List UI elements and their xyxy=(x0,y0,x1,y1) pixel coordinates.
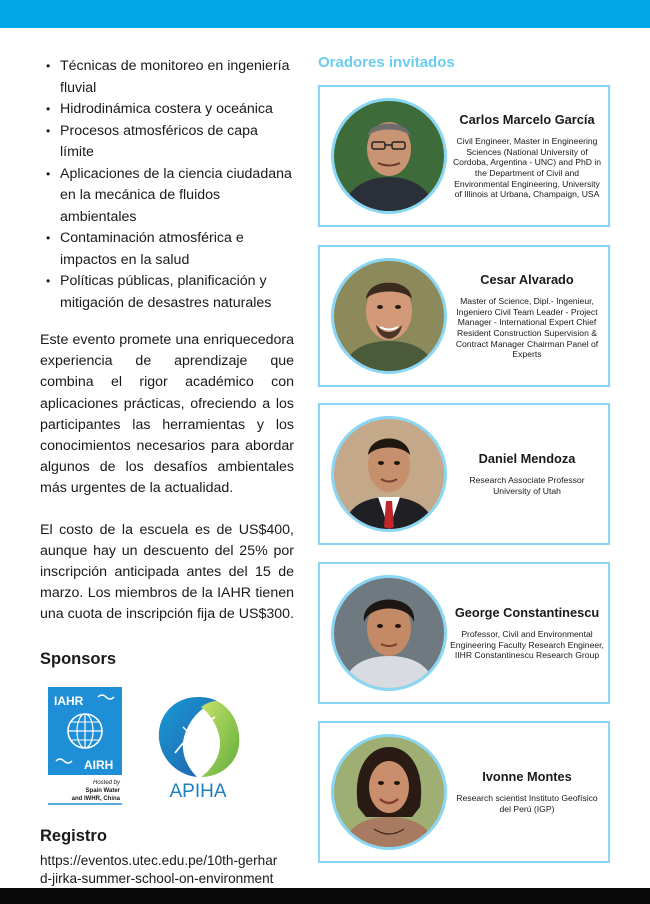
speaker-name: Daniel Mendoza xyxy=(478,451,576,467)
speaker-photo xyxy=(331,416,447,532)
speaker-photo xyxy=(331,734,447,850)
speaker-info xyxy=(450,87,604,225)
speaker-photo xyxy=(331,258,447,374)
top-banner xyxy=(0,0,650,28)
event-paragraph: Este evento promete una enriquecedora experiencia de aprendizaje que combina el rigor académico con aplicaciones prácticas, ofreciendo a los participantes las herramientas y los conocimientos necesarios para abordar algunos de los desafíos ambientales más urgentes de la actualidad. xyxy=(40,332,294,497)
svg-text:APIHA: APIHA xyxy=(169,780,227,801)
speaker-info xyxy=(450,564,604,702)
speaker-card xyxy=(318,403,610,545)
speaker-info xyxy=(450,723,604,861)
speaker-photo xyxy=(331,98,447,214)
svg-text:and IWHR, China: and IWHR, China xyxy=(71,795,120,802)
svg-text:Spain Water: Spain Water xyxy=(85,787,120,794)
topic-item: • Políticas públicas, planificación y mitigación de desastres naturales xyxy=(40,271,294,314)
iahr-logo xyxy=(48,687,122,805)
topic-item: • Aplicaciones de la ciencia ciudadana en la mecánica de fluidos ambientales xyxy=(40,164,294,229)
bottom-bar xyxy=(0,888,650,904)
topic-item: • Técnicas de monitoreo en ingeniería fluvial xyxy=(40,56,294,99)
speaker-name: George Constantinescu xyxy=(454,605,600,621)
topics-list xyxy=(40,56,294,314)
speaker-card xyxy=(318,85,610,227)
speaker-info xyxy=(450,247,604,385)
registration-link[interactable]: https://eventos.utec.edu.pe/10th-gerhard-jirka-summer-school-on-environment xyxy=(40,852,278,886)
svg-text:IAHR: IAHR xyxy=(54,693,84,708)
svg-text:AIRH: AIRH xyxy=(84,757,114,772)
speaker-name: Ivonne Montes xyxy=(482,769,572,785)
speaker-description: Research Associate Professor University of Utah xyxy=(469,475,585,496)
speaker-photo xyxy=(331,575,447,691)
speaker-card xyxy=(318,562,610,704)
topic-item: • Hidrodinámica costera y oceánica xyxy=(40,99,294,121)
cost-paragraph: El costo de la escuela es de US$400, aunque hay un descuento del 25% por inscripción anticipada antes del 15 de marzo. Los miembros de la IAHR tienen una cuota de inscripción fija de US$300. xyxy=(40,521,294,623)
sponsors-logos xyxy=(40,687,294,815)
svg-text:Hosted by: Hosted by xyxy=(92,779,120,786)
sponsors-heading: Sponsors xyxy=(40,649,117,668)
speaker-description: Research scientist Instituto Geofísico del Perú (IGP) xyxy=(456,793,598,814)
registro-heading: Registro xyxy=(40,826,107,845)
speaker-description: Master of Science, Dipl.- Ingenieur, Ingeniero Civil Team Leader - Project Manager - International Expert Chief Resident Construction Supervision & Contract Manager Chairman Panel of Experts xyxy=(455,296,599,360)
speaker-description: Professor, Civil and Environmental Engineering Faculty Research Engineer, IIHR Constantinescu Research Group xyxy=(450,629,604,661)
speaker-description: Civil Engineer, Master in Engineering Sciences (National University of Cordoba, Argentina - UNC) and PhD in the Department of Civil and Environmental Engineering, University of Illinois at Urbana, Champaign, USA xyxy=(452,136,602,200)
speaker-name: Carlos Marcelo García xyxy=(459,112,595,128)
speaker-info xyxy=(450,405,604,543)
speakers-title: Oradores invitados xyxy=(318,54,455,71)
speaker-name: Cesar Alvarado xyxy=(480,272,574,288)
topic-item: • Procesos atmosféricos de capa límite xyxy=(40,121,294,164)
apiha-logo xyxy=(153,693,243,801)
left-column xyxy=(40,56,294,904)
topic-item: • Contaminación atmosférica e impactos en la salud xyxy=(40,228,294,271)
speaker-card xyxy=(318,245,610,387)
speaker-card xyxy=(318,721,610,863)
